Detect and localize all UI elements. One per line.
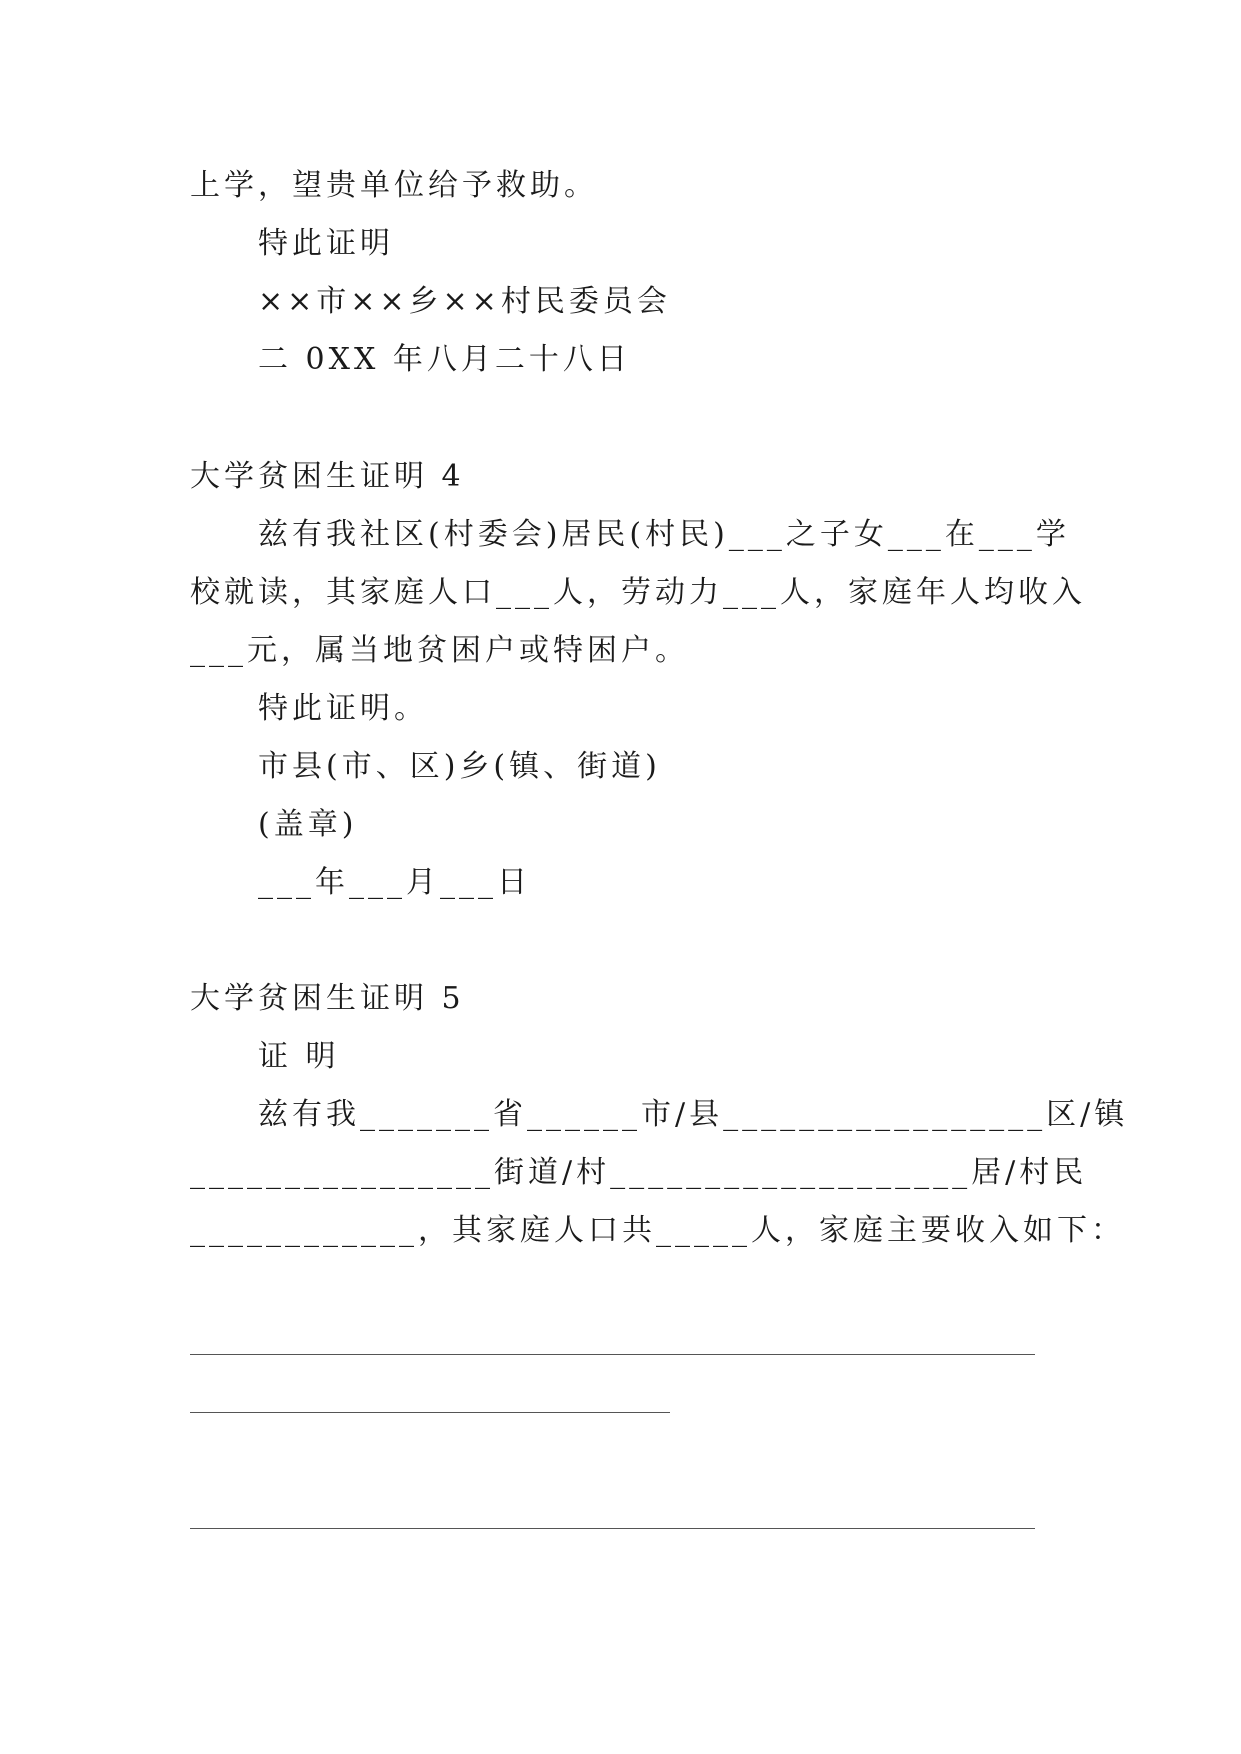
section4-date: ___年___月___日	[258, 865, 531, 900]
section3-body-line: 上学，望贵单位给予救助。	[190, 168, 598, 203]
section5-body-line: 兹有我_______省______市/县_________________区/镇	[258, 1097, 1129, 1132]
section4-body-line: 校就读，其家庭人口___人，劳动力___人，家庭年人均收入	[190, 575, 1086, 610]
section4-body-line: ___元，属当地贫困户或特困户。	[190, 633, 689, 668]
section4-issuer: 市县(市、区)乡(镇、街道)	[258, 749, 661, 784]
section4-closing: 特此证明。	[258, 691, 428, 726]
blank-fill-line	[190, 1354, 1035, 1355]
section5-heading: 证 明	[258, 1039, 340, 1074]
section4-seal: (盖章)	[258, 807, 358, 842]
section4-body-line: 兹有我社区(村委会)居民(村民)___之子女___在___学	[258, 517, 1070, 552]
blank-fill-line	[190, 1412, 670, 1413]
section5-title: 大学贫困生证明 5	[190, 981, 465, 1016]
section3-date: 二 0XX 年八月二十八日	[258, 342, 631, 377]
section3-closing: 特此证明	[258, 226, 394, 261]
section4-title: 大学贫困生证明 4	[190, 459, 465, 494]
section3-issuer: ××市××乡××村民委员会	[258, 284, 671, 319]
section5-body-line: ____________，其家庭人口共_____人，家庭主要收入如下：	[190, 1213, 1125, 1248]
section5-body-line: ________________街道/村___________________居/村民	[190, 1155, 1088, 1190]
blank-fill-line	[190, 1528, 1035, 1529]
